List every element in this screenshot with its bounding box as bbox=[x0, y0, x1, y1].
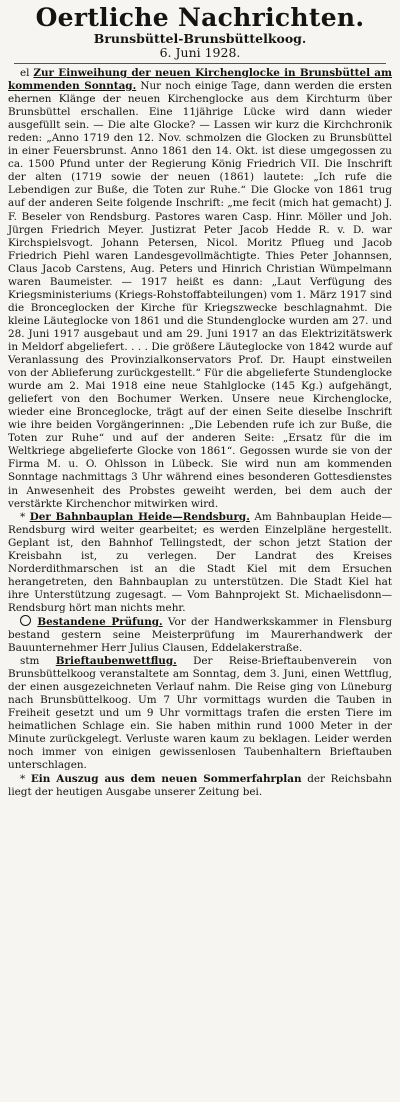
article-headline: Bestandene Prüfung. bbox=[37, 615, 163, 628]
article-kirchenglocke bbox=[8, 67, 392, 511]
author-marker: el bbox=[20, 67, 30, 79]
article-marker: * bbox=[20, 772, 26, 785]
article-bahnbauplan bbox=[8, 511, 392, 615]
article-body: Nur noch einige Tage, dann werden die ersten ehernen Klänge der neuen Kirchenglocke aus dem Kirchturm über Brunsbüttel erschallen. Eine 11jährige Lücke wird dann wieder ausgefüllt sein. — Die alte Glocke? — Lassen wir kurz die Kirchchronik reden: „Anno 1719 den 12. Nov. schmolzen die Glocken zu Brunsbüttel in einer Feuersbrunst. Anno 1861 den 14. Okt. ist diese umgegossen zu ca. 1500 Pfund unter der Regierung König Friedrich VII. Die Inschrift der alten (1719 sowie der neuen (1861) lautete: „Ich rufe die Lebendigen zur Buße, die Toten zur Ruhe.“ Die Glocke von 1861 trug auf der anderen Seite folgende Inschrift: „me fecit (mich hat gemacht) J. F. Beseler von Rendsburg. Pastores waren Casp. Hinr. Möller und Joh. Jürgen Friedrich Meyer. Justizrat Peter Jacob Hedde R. v. D. war Kirchspielsvogt. Johann Petersen, Nicol. Moritz Pflueg und Jacob Friedrich Piehl waren Landesgevollmächtigte. Thies Peter Johannsen, Claus Jacob Carstens, Aug. Peters und Hinrich Christian Wümpelmann waren Baumeister. — 1917 heißt es dann: „Laut Verfügung des Kriegsministeriums (Kriegs-Rohstoffabteilungen) vom 1. März 1917 sind die Bronceglocken der Kirche für Kriegszwecke beschlagnahmt. Die kleine Läuteglocke von 1861 und die Stundenglocke wurden am 27. und 28. Juni 1917 ausgebaut und am 29. Juni 1917 an das Elektrizitätswerk in Meldorf abgeliefert. . . . Die größere Läuteglocke von 1842 wurde auf Veranlassung des Provinzialkonservators Prof. Dr. Haupt einstweilen von der Ablieferung zurückgestellt.“ Für die abgelieferte Stundenglocke wurde am 2. Mai 1918 eine neue Stahlglocke (145 Kg.) aufgehängt, geliefert von den Bochumer Werken. Unsere neue Kirchenglocke, wieder eine Bronceglocke, trägt auf der einen Seite dieselbe Inschrift wie ihre beiden Vorgängerinnen: „Die Lebenden rufe ich zur Buße, die Toten zur Ruhe“ und auf der anderen Seite: „Ersatz für die im Weltkriege abgelieferte Glocke von 1861“. Gegossen wurde sie von der Firma M. u. O. Ohlsson in Lübeck. Sie wird nun am kommenden Sonntage nachmittags 3 Uhr während eines besonderen Gottesdienstes in Anwesenheit des Probstes geweiht werden, bei dem auch der verstärkte Kirchenchor mitwirken wird. bbox=[8, 80, 392, 510]
author-marker: stm bbox=[20, 655, 40, 668]
article-body: Der Reise-Brieftaubenverein von Brunsbüttelkoog veranstaltete am Sonntag, dem 3. Juni, einen Wettflug, der einen ausgezeichneten Verlauf nahm. Die Reise ging von Lüneburg nach Brunsbüttelkoog. Um 7 Uhr vormittags wurden die Tauben in Freiheit gesetzt und um 9 Uhr vormittags trafen die ersten Tiere im heimatlichen Schlage ein. Sie haben mithin rund 1000 Meter in der Minute zurückgelegt. Verluste waren kaum zu beklagen. Leider werden noch immer von einigen gewissenlosen Taubenhaltern Brieftauben unterschlagen. bbox=[8, 655, 392, 772]
article-fahrplan bbox=[8, 773, 392, 799]
article-body: der Reichsbahn liegt der heutigen Ausgabe unserer Zeitung bei. bbox=[8, 772, 392, 798]
article-headline: Ein Auszug aus dem neuen Sommerfahrplan bbox=[30, 772, 302, 785]
article-pruefung bbox=[8, 615, 392, 655]
article-headline: Brieftaubenwettflug. bbox=[55, 655, 177, 668]
masthead-divider bbox=[14, 63, 386, 64]
place-heading: Brunsbüttel-Brunsbüttelkoog. bbox=[93, 31, 307, 46]
issue-date: 6. Juni 1928. bbox=[159, 45, 241, 60]
article-headline: Zur Einweihung der neuen Kirchenglocke in Brunsbüttel am kommenden Sonntag. bbox=[8, 67, 392, 93]
circle-marker-icon bbox=[20, 615, 31, 626]
article-brieftauben bbox=[8, 655, 392, 772]
article-marker: * bbox=[20, 510, 26, 523]
article-body: Vor der Handwerkskammer in Flensburg bestand gestern seine Meisterprüfung im Maurerhandwerk der Bauunternehmer Herr Julius Clausen, Eddelakerstraße. bbox=[8, 615, 392, 655]
article-body: Am Bahnbauplan Heide—Rendsburg wird weiter gearbeitet; es werden Einzelpläne hergestellt. Geplant ist, den Bahnhof Tellingstedt, der schon jetzt Station der Kreisbahn ist, zu verlegen. Der Landrat des Kreises Norderdithmarschen ist an die Stadt Kiel mit dem Ersuchen herangetreten, den Bahnbauplan zu unterstützen. Die Stadt Kiel hat ihre Unterstützung zugesagt. — Vom Bahnprojekt St. Michaelisdonn—Rendsburg hört man nichts mehr. bbox=[8, 510, 392, 614]
article-headline: Der Bahnbauplan Heide—Rendsburg. bbox=[29, 510, 250, 523]
section-masthead: Oertliche Nachrichten. bbox=[35, 3, 365, 32]
